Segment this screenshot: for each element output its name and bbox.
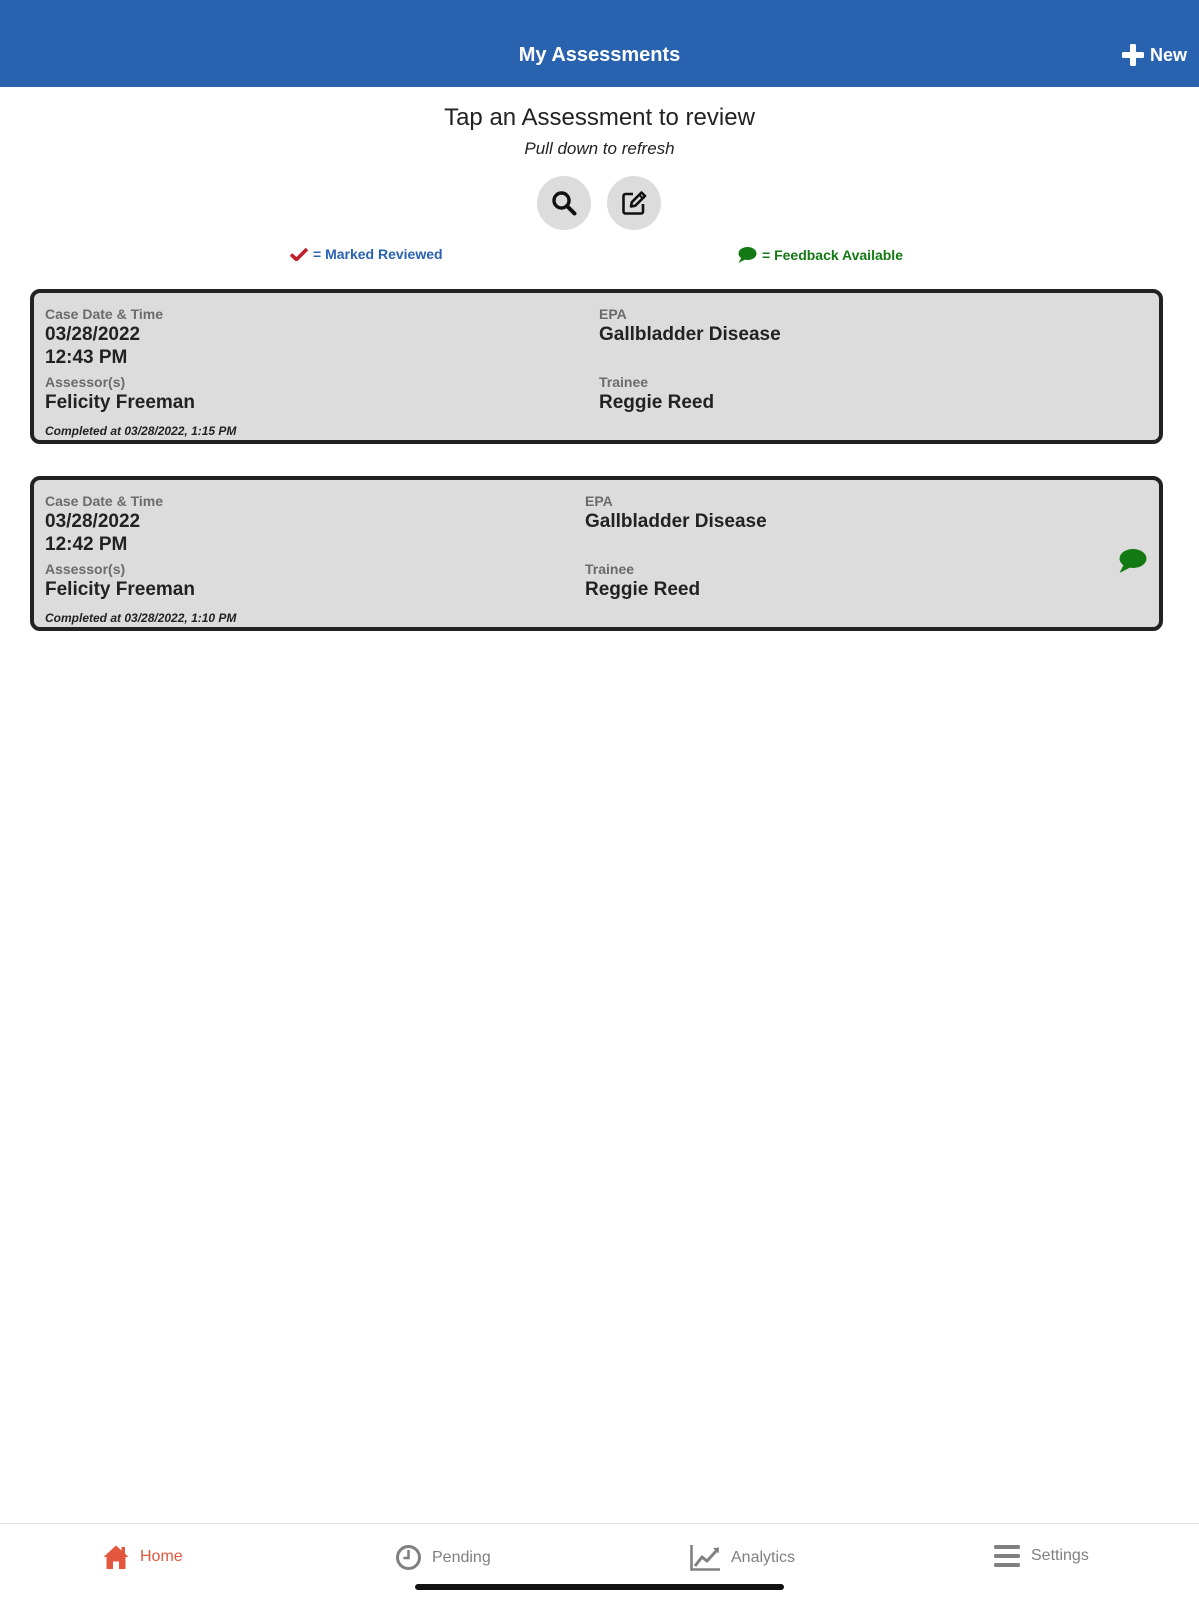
assessment-card[interactable] [30,476,1163,631]
clock-icon [395,1544,422,1571]
app-header [0,0,1199,87]
tab-analytics-label: Analytics [731,1548,796,1566]
trainee-label: Trainee [585,561,635,577]
assessor-label: Assessor(s) [45,561,126,577]
intro-subtitle: Pull down to refresh [524,139,675,158]
search-icon [551,190,577,216]
page-title: My Assessments [518,44,681,66]
intro-title: Tap an Assessment to review [444,104,755,131]
new-button-label: New [1149,44,1187,65]
completed-at: Completed at 03/28/2022, 1:10 PM [45,611,237,625]
trainee-name: Reggie Reed [599,392,715,413]
completed-at: Completed at 03/28/2022, 1:15 PM [45,424,237,438]
legend-reviewed [290,246,443,262]
case-time: 12:43 PM [45,347,128,368]
epa-value: Gallbladder Disease [585,511,767,532]
epa-label: EPA [599,306,627,322]
new-assessment-button[interactable] [1122,44,1187,66]
menu-icon [993,1544,1021,1568]
case-time: 12:42 PM [45,534,128,555]
epa-value: Gallbladder Disease [599,324,781,345]
search-button[interactable] [537,176,591,230]
chart-icon [690,1544,721,1571]
edit-icon [620,189,648,217]
tab-pending[interactable] [395,1544,491,1571]
comment-icon [737,246,757,264]
trainee-label: Trainee [599,374,649,390]
tab-home-label: Home [140,1548,183,1565]
case-date-label: Case Date & Time [45,306,164,322]
case-date: 03/28/2022 [45,324,141,345]
legend-feedback [737,246,903,264]
tab-settings[interactable] [993,1544,1089,1568]
epa-label: EPA [585,493,613,509]
tab-pending-label: Pending [432,1548,491,1566]
edit-button[interactable] [607,176,661,230]
home-indicator [415,1584,784,1590]
case-date: 03/28/2022 [45,511,141,532]
case-date-label: Case Date & Time [45,493,164,509]
feedback-available-icon [1117,548,1147,574]
tab-home[interactable] [102,1544,183,1570]
legend-reviewed-label: = Marked Reviewed [313,246,443,262]
assessor-name: Felicity Freeman [45,392,195,413]
assessor-label: Assessor(s) [45,374,126,390]
home-icon [102,1544,130,1570]
tab-analytics[interactable] [690,1544,795,1571]
assessor-name: Felicity Freeman [45,579,195,600]
assessment-card[interactable] [30,289,1163,444]
checkmark-icon [290,247,308,261]
plus-icon [1122,44,1144,66]
legend-feedback-label: = Feedback Available [762,247,903,263]
tab-settings-label: Settings [1031,1547,1089,1564]
trainee-name: Reggie Reed [585,579,701,600]
